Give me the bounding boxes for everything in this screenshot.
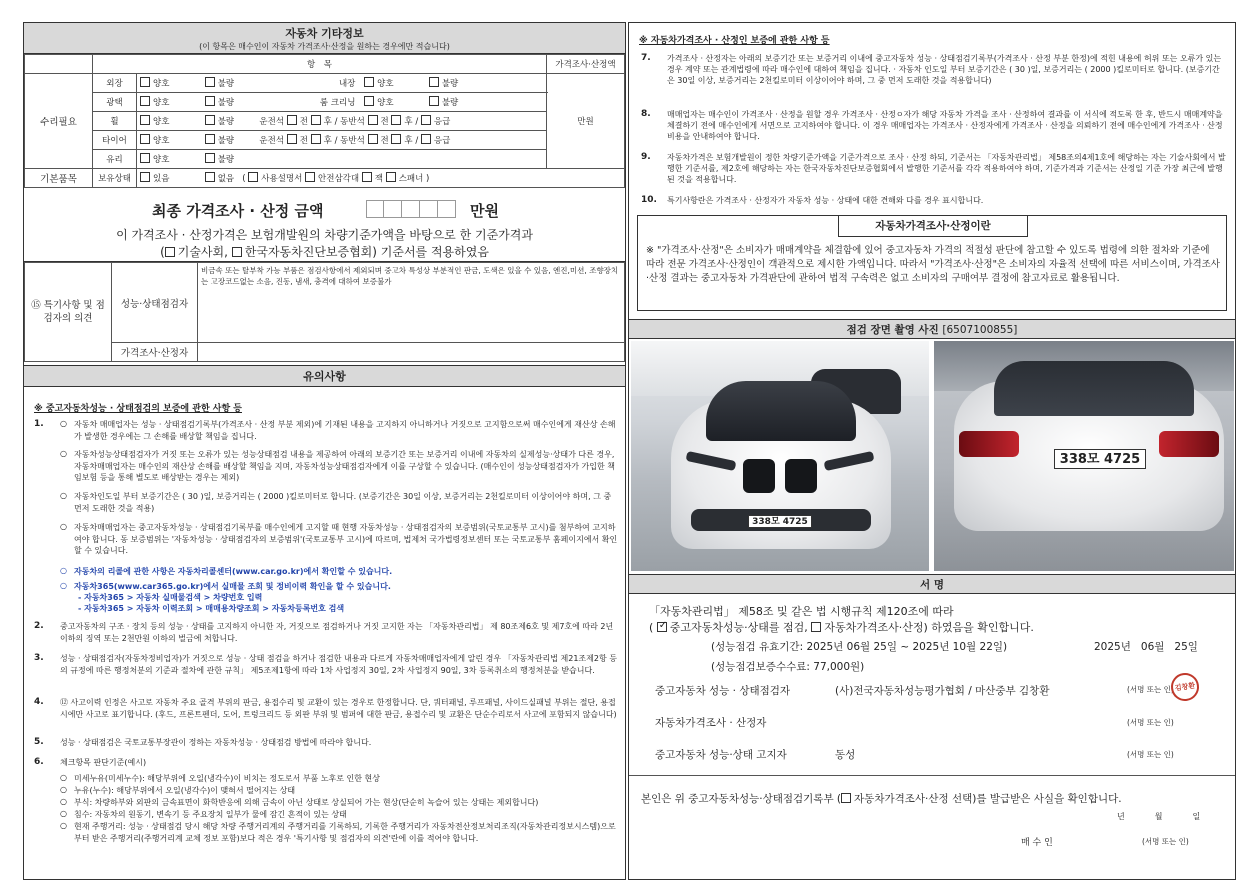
tire-bad-checkbox[interactable]	[205, 134, 215, 144]
inspector-row-label: 중고자동차 성능 · 상태점검자	[655, 685, 791, 697]
appraisal-checkbox[interactable]	[811, 622, 821, 632]
exterior-label: 외장	[93, 74, 137, 93]
check-line: ( ✓중고자동차성능·상태를 점검, 자동차가격조사·산정) 하였음을 확인합니다.	[649, 619, 1034, 635]
right-page: ※ 자동차가격조사 · 산정인 보증에 관한 사항 등 7. 가격조사 · 산정자는 아래의 보증기간 또는 보증거리 이내에 중고자동차 성능 · 상태점검기록부(가격조사 · 산정 부분 한정)에 적힌 내용에 허위 또는 오류가 있는 경우 계약 또는 관계법령에 따라 매수인에 대하여 책임을 집니다. · 자동차 인도일 부터 보증기간은 ( 30 )일, 보증거리는 ( 2000 )킬로미터로 합니다. (보증기간은 30일 이상, 보증거리는 2천킬로미터 이상이어야 하며, 그 중 먼저 도래한 것을 적용합니다) 8. 매매업자는 매수인이 가격조사 · 산정을 원할 경우 가격조사 · 산정ㅇ자가 해당 자동차 가격을 조사 · 산정하여 결과를 이 서식에 적도록 한 후, 반드시 매매계약을 체결하기 전에 매수인에게 서면으로 고지하여야 합니다. 이 경우 매매업자는 가격조사 · 산정자에게 가격조사 · 산정을 의뢰하기 전에 매수인에게 가격조사 · 산정 비용을 안내하여야 합니다. 9. 자동차가격은 보험개발원이 정한 차량기준가액을 기준가격으로 조사 · 산정 하되, 기준서는 「자동차관리법」 제58조의4제1호에 해당하는 자는 기술사회에서 발행한 기준서를, 제2호에 해당하는 자는 한국자동차진단보증협회에서 발행한 기준서를 각각 적용하여야 하며, 기준가격과 기준서는 산정일 기준 가장 최근에 발행된 것을 적용합니다. 10. 특기사항란은 가격조사 · 산정자가 자동차 성능 · 상태에 대한 견해와 다를 경우 표시합니다. 자동차가격조사·산정이란 ※ "가격조사·산정"은 소비자가 매매계약을 체결함에 있어 중고자동차 가격의 적절성 판단에 참고할 수 있도록 법령에 의한 절차와 기준에 따라 전문 가격조사·산정인이 객관적으로 제시한 가액입니다. 따라서 "가격조사·산정"은 소비자의 자율적 선택에 따른 서비스이며, 가격조사·산정 결과는 중고자동차 가격판단에 관하여 법적 구속력은 없고 소비자의 구매여부 결정에 참고자료로 활용됩니다. 점검 장면 촬영 사진 [6507100855] 338모 4725 338모 4725 서 명 「자동차관리법」 제58조 및 같은 법 시행규칙 제120조에 따라 ( ✓중고자동차성능·상태를 점검, 자동차가격조사·산정) 하였음을 확인합니다. (성능점검 유효기간: 2025년 06월 25일 ~ 2025년 10월 22일) 2025년 06월 25일 (성능점검보증수수료: 77,000원) 중고자동차 성능 · 상태점검자 (사)전국자동차성능평가협회 / 마산중부 김창환 (서명 또는 인) 김창환 자동차가격조사 · 산정자 (서명 또는 인) 중고자동차 성능·상태 고지자 동성 (서명 또는 인) 본인은 위 중고자동차성능·상태점검기록부 ( 자동차가격조사·산정 선택)를 발급받은 사실을 확인합니다. 년 월 일 매 수 인 (서명 또는 인)	[628, 22, 1236, 880]
tech-society-checkbox[interactable]	[165, 247, 175, 257]
note-6c: 부식: 차량하부와 외판의 금속표면이 화학반응에 의해 금속이 아닌 상태로 상실되어 가는 현상(단순히 녹슬어 있는 상태는 제외합니다)	[74, 798, 539, 807]
note-6d: 침수: 자동차의 원동기, 변속기 등 주요장치 일부가 물에 잠긴 흔적이 있는 상태	[74, 810, 347, 819]
tire-label: 타이어	[93, 131, 137, 150]
inspector-sign[interactable]: (서명 또는 인)	[1127, 685, 1174, 694]
interior-good-checkbox[interactable]	[364, 77, 374, 87]
possession-label: 보유상태	[93, 169, 137, 188]
other-info-table	[24, 54, 625, 188]
exterior-row: 양호 불량 내장 양호 불량	[137, 74, 547, 93]
receipt-line: 본인은 위 중고자동차성능·상태점검기록부 ( 자동차가격조사·산정 선택)를 발급받은 사실을 확인합니다.	[641, 793, 1122, 805]
repair-label: 수리필요	[25, 74, 93, 169]
valid-period: (성능점검 유효기간: 2025년 06월 25일 ~ 2025년 10월 22일)	[711, 641, 1008, 653]
note-1g: - 자동차365 > 자동차 실매물검색 > 차량번호 입력	[78, 593, 263, 602]
buyer-label: 매 수 인	[1021, 838, 1053, 848]
basic-label: 기본품목	[25, 169, 93, 188]
gloss-row: 양호 불량 룸 크리닝 양호 불량	[137, 93, 547, 112]
final-amount-label: 최종 가격조사 · 산정 금액	[152, 202, 324, 220]
appraiser-sign[interactable]: (서명 또는 인)	[1127, 718, 1174, 727]
buyer-sign[interactable]: (서명 또는 인)	[1142, 837, 1189, 846]
interior-bad-checkbox[interactable]	[429, 77, 439, 87]
note-6: 체크항목 판단기준(예시)	[60, 758, 147, 767]
item-header: 항 목	[93, 55, 547, 74]
inspector-name: (사)전국자동차성능평가협회 / 마산중부 김창환	[835, 685, 1050, 697]
wheel-good-checkbox[interactable]	[140, 115, 150, 125]
kada-checkbox[interactable]	[232, 247, 242, 257]
other-info-subtitle: (이 항목은 매수인이 자동차 가격조사·산정을 원하는 경우에만 적습니다)	[199, 42, 450, 51]
receipt-date: 년 월 일	[1117, 812, 1201, 821]
appraiser-row-label: 자동차가격조사 · 산정자	[655, 717, 767, 729]
law-line: 「자동차관리법」 제58조 및 같은 법 시행규칙 제120조에 따라	[649, 605, 954, 618]
basic-row: 있음 없음 ( 사용설명서 안전삼각대 잭 스패너 )	[137, 169, 625, 188]
note-7: 가격조사 · 산정자는 아래의 보증기간 또는 보증거리 이내에 중고자동차 성능 · 상태점검기록부(가격조사 · 산정 부분 한정)에 적힌 내용에 허위 또는 오류가 있는 경우 계약 또는 관계법령에 따라 매수인에 대하여 책임을 집니다. · 자동차 인도일 부터 보증기간은 ( 30 )일, 보증거리는 ( 2000 )킬로미터로 합니다. (보증기간은 30일 이상, 보증거리는 2천킬로미터 이상이어야 하며, 그 중 먼저 도래한 것을 적용합니다)	[667, 54, 1222, 85]
basis-line-2: ( 기술사회, 한국자동차진단보증협회) 기준서를 적용하였음	[160, 245, 489, 259]
glass-good-checkbox[interactable]	[140, 153, 150, 163]
note-1b: 자동차성능상태점검자가 거짓 또는 오류가 있는 성능상태점검 내용을 제공하여 아래의 보증기간 또는 보증거리 이내에 자동차의 실제성능·상태가 다른 경우, 자동차매매업자는 매수인의 재산상 손해를 배상할 책임을 지며, 자동차성능상태점검자에게 이를 구상할 수 있습니다. (매수인이 성능상태점검자가 가입한 책임보험 등을 통해 별도로 배상받는 경우는 제외)	[74, 450, 615, 482]
note-1e: 자동차의 리콜에 관한 사항은 자동차리콜센터(www.car.go.kr)에서 확인할 수 있습니다.	[74, 567, 393, 576]
note-1a: 자동차 매매업자는 성능 · 상태점검기록부(가격조사 · 산정 부분 제외)에 기재된 내용을 고지하지 아니하거나 거짓으로 고지함으로써 매수인에게 재산상 손해가 발생한 경우에는 그 손해를 배상할 책임을 집니다.	[74, 420, 616, 441]
note-8: 매매업자는 매수인이 가격조사 · 산정을 원할 경우 가격조사 · 산정ㅇ자가 해당 자동차 가격을 조사 · 산정하여 결과를 이 서식에 적도록 한 후, 반드시 매매계약을 체결하기 전에 매수인에게 서면으로 고지하여야 합니다. 이 경우 매매업자는 가격조사 · 산정자에게 가격조사 · 산정을 의뢰하기 전에 매수인에게 가격조사 · 산정 비용을 안내하여야 합니다.	[667, 110, 1223, 141]
what-text: ※ "가격조사·산정"은 소비자가 매매계약을 체결함에 있어 중고자동차 가격의 적절성 판단에 참고할 수 있도록 법령에 의한 절차와 기준에 따라 전문 가격조사·산정인이 객관적으로 제시한 가액입니다. 따라서 "가격조사·산정"은 소비자의 자율적 선택에 따른 서비스이며, 가격조사·산정 결과는 중고자동차 가격판단에 관하여 법적 구속력은 없고 소비자의 구매여부 결정에 참고자료로 활용됩니다.	[646, 245, 1220, 284]
rear-photo	[934, 341, 1234, 571]
issue-date: 2025년 06월 25일	[1094, 641, 1198, 653]
what-title: 자동차가격조사·산정이란	[838, 215, 1028, 237]
price-warranty-title: ※ 자동차가격조사 · 산정인 보증에 관한 사항 등	[639, 36, 830, 46]
note-6a: 미세누유(미세누수): 해당부위에 오일(냉각수)이 비치는 정도로서 부품 노후로 인한 현상	[74, 774, 381, 783]
room-bad-checkbox[interactable]	[429, 96, 439, 106]
other-info-header	[24, 23, 625, 54]
note-5: 성능 · 상태점검은 국토교통부장관이 정하는 자동차성능 · 상태점검 방법에 따라야 합니다.	[60, 738, 372, 747]
tire-good-checkbox[interactable]	[140, 134, 150, 144]
sign-section	[629, 595, 1235, 880]
basis-line-1: 이 가격조사 · 산정가격은 보험개발원의 차량기준가액을 바탕으로 한 기준가격과	[116, 228, 533, 242]
caution-header: 유의사항	[24, 365, 625, 387]
note-6b: 누유(누수): 해당부위에서 오일(냉각수)이 맺혀서 떨어지는 상태	[74, 786, 296, 795]
price-header: 가격조사·산정액	[547, 55, 625, 74]
note-1d: 자동차매매업자는 중고자동차성능 · 상태점검기록부를 매수인에게 고지할 때 현행 자동차성능 · 상태점검자의 보증범위(국토교통부 고시)를 첨부하여 고지하여야 합니다. 동 보증범위는 '자동차성능 · 상태점검자의 보증범위'(국토교통부 고시)에 따르며, 법제처 국가법령정보센터 또는 국토교통부 홈페이지에서 확인할 수 있습니다.	[74, 523, 618, 555]
final-amount-unit: 만원	[470, 202, 499, 220]
none-checkbox[interactable]	[205, 172, 215, 182]
inspector-seal: 김창환	[1169, 671, 1201, 703]
photo-header: 점검 장면 촬영 사진 [6507100855]	[629, 319, 1235, 339]
other-info-title: 자동차 기타정보	[285, 27, 364, 40]
inspector-label: 성능·상태점검자	[112, 263, 198, 343]
final-amount-section	[24, 188, 625, 262]
special-label: ⑮ 특기사항 및 점검자의 의견	[25, 263, 112, 362]
front-plate: 338모 4725	[748, 515, 812, 528]
note-1h: - 자동차365 > 자동차 이력조회 > 매매용차량조회 > 자동차등록번호 검색	[78, 604, 345, 613]
final-amount-boxes[interactable]	[366, 200, 456, 218]
notifier-row-label: 중고자동차 성능·상태 고지자	[655, 749, 787, 761]
special-text: 비금속 또는 탈부착 가능 부품은 점검사항에서 제외되며 중고차 특성상 부분적인 판금, 도색은 있을 수 있음, 엔진,미션, 조향장치는 고장코드없는 소음, 진동, 냄새, 충격에 대하여 보증불가	[198, 263, 625, 343]
gloss-good-checkbox[interactable]	[140, 96, 150, 106]
gloss-label: 광택	[93, 93, 137, 112]
note-1f: 자동차365(www.car365.go.kr)에서 실매물 조회 및 정비이력 확인을 할 수 있습니다.	[74, 582, 391, 591]
note-4: ⑫ 사고이력 인정은 사고로 자동차 주요 골격 부위의 판금, 용접수리 및 교환이 있는 경우로 한정합니다. 단, 쿼터패널, 루프패널, 사이드실패널 부위는 절단, 용접 시에만 사고로 표기합니다. (후드, 프론트펜더, 도어, 트렁크리드 등 외판 부위 및 범퍼에 대한 판금, 용접수리 및 교환은 단순수리로서 사고에 포함되지 않습니다)	[60, 698, 617, 719]
wheel-row: 양호 불량 운전석 전 후 / 동반석 전 후 / 응급	[137, 112, 547, 131]
special-notes-table	[24, 262, 625, 362]
note-6e: 현재 주행거리: 성능 · 상태점검 당시 해당 차량 주행거리계의 주행거리를 기록하되, 기록한 주행거리가 자동차전산정보처리조직(자동차관리정보시스템)으로부터 받은 주행거리(주행거리계 교체 정보 포함)보다 적은 경우 '특기사항 및 점검자의 의견'란에 이를 적어야 합니다.	[74, 822, 616, 843]
note-3: 성능 · 상태점검자(자동차정비업자)가 거짓으로 성능 · 상태 점검을 하거나 점검한 내용과 다르게 자동차매매업자에게 알린 경우 「자동차관리법 제21조제2항 등의 규정에 따른 행정처분의 기준과 절차에 관한 규칙」 제5조제1항에 따라 1차 사업정지 30일, 2차 사업정지 90일, 3차 등록취소의 행정처분을 받습니다.	[60, 654, 617, 675]
fee: (성능점검보증수수료: 77,000원)	[711, 661, 865, 673]
have-checkbox[interactable]	[140, 172, 150, 182]
note-9: 자동차가격은 보험개발원이 정한 차량기준가액을 기준가격으로 조사 · 산정 하되, 기준서는 「자동차관리법」 제58조의4제1호에 해당하는 자는 기술사회에서 발행한 기준서를, 제2호에 해당하는 자는 한국자동차진단보증협회에서 발행한 기준서를 각각 적용하여야 하며, 기준가격과 기준서는 산정일 기준 가장 최근에 발행된 것을 적용합니다.	[667, 153, 1226, 184]
exterior-good-checkbox[interactable]	[140, 77, 150, 87]
glass-bad-checkbox[interactable]	[205, 153, 215, 163]
wheel-bad-checkbox[interactable]	[205, 115, 215, 125]
glass-label: 유리	[93, 150, 137, 169]
tire-row: 양호 불량 운전석 전 후 / 동반석 전 후 / 응급	[137, 131, 547, 150]
room-good-checkbox[interactable]	[364, 96, 374, 106]
wheel-label: 휠	[93, 112, 137, 131]
note-2: 중고자동차의 구조 · 장치 등의 성능 · 상태를 고지하지 아니한 자, 거짓으로 점검하거나 거짓 고지한 자는 「자동차관리법」 제 80조제6호 및 제7호에 따라 2년 이하의 징역 또는 2천만원 이하의 벌금에 처합니다.	[60, 622, 614, 643]
gloss-bad-checkbox[interactable]	[205, 96, 215, 106]
note-1c: 자동차인도일 부터 보증기간은 ( 30 )일, 보증거리는 ( 2000 )킬로미터로 합니다. (보증기간은 30일 이상, 보증거리는 2천킬로미터 이상이어야 하며, 그 중 먼저 도래한 것을 적용)	[74, 492, 612, 513]
glass-row: 양호 불량	[137, 150, 547, 169]
front-photo	[631, 341, 929, 571]
perf-check-checkbox[interactable]	[657, 622, 667, 632]
warranty-title: ※ 중고자동차성능 · 상태점검의 보증에 관한 사항 등	[34, 404, 242, 414]
appraiser-label: 가격조사·산정자	[112, 343, 198, 362]
repair-unit: 만원	[547, 74, 625, 169]
receipt-checkbox[interactable]	[841, 793, 851, 803]
what-is-appraisal-box	[637, 215, 1227, 311]
left-page: 자동차 기타정보 (이 항목은 매수인이 자동차 가격조사·산정을 원하는 경우에만 적습니다) 항 목 가격조사·산정액 수리필요 외장 양호 불량 내장 양호 불량 만원 광택 양호 불량 룸 크리닝 양호 불량 휠 양호 불량 운전석 전 후 / 동반석 전 후 / 응급 타이어 양호 불량 운전석 전 후 / 동반석 전 후 / 응급 유리 양호 불량 기본품목 보유상태 있음 없음 ( 사용설명서 안전삼각대 잭 스패너 ) 최종 가격조사 · 산정 금액 만원 이 가격조사 · 산정가격은 보험개발원의 차량기준가액을 바탕으로 한 기준가격과 ( 기술사회, 한국자동차진단보증협회) 기준서를 적용하였음 ⑮ 특기사항 및 점검자의 의견 성능·상태점검자 비금속 또는 탈부착 가능 부품은 점검사항에서 제외되며 중고차 특성상 부분적인 판금, 도색은 있을 수 있음, 엔진,미션, 조향장치는 고장코드없는 소음, 진동, 냄새, 충격에 대하여 보증불가 가격조사·산정자 유의사항 ※ 중고자동차성능 · 상태점검의 보증에 관한 사항 등 1. ○ 자동차 매매업자는 성능 · 상태점검기록부(가격조사 · 산정 부분 제외)에 기재된 내용을 고지하지 아니하거나 거짓으로 고지함으로써 매수인에게 재산상 손해가 발생한 경우에는 그 손해를 배상할 책임을 집니다. ○ 자동차성능상태점검자가 거짓 또는 오류가 있는 성능상태점검 내용을 제공하여 아래의 보증기간 또는 보증거리 이내에 자동차의 실제성능·상태가 다른 경우, 자동차매매업자는 매수인의 재산상 손해를 배상할 책임을 지며, 자동차성능상태점검자에게 이를 구상할 수 있습니다. (매수인이 성능상태점검자가 가입한 책임보험 등을 통해 별도로 배상받는 경우는 제외) ○ 자동차인도일 부터 보증기간은 ( 30 )일, 보증거리는 ( 2000 )킬로미터로 합니다. (보증기간은 30일 이상, 보증거리는 2천킬로미터 이상이어야 하며, 그 중 먼저 도래한 것을 적용) ○ 자동차매매업자는 중고자동차성능 · 상태점검기록부를 매수인에게 고지할 때 현행 자동차성능 · 상태점검자의 보증범위(국토교통부 고시)를 첨부하여 고지하여야 합니다. 동 보증범위는 '자동차성능 · 상태점검자의 보증범위'(국토교통부 고시)에 따르며, 법제처 국가법령정보센터 또는 국토교통부 홈페이지에서 확인할 수 있습니다. ○ 자동차의 리콜에 관한 사항은 자동차리콜센터(www.car.go.kr)에서 확인할 수 있습니다. ○ 자동차365(www.car365.go.kr)에서 실매물 조회 및 정비이력 확인을 할 수 있습니다. - 자동차365 > 자동차 실매물검색 > 차량번호 입력 - 자동차365 > 자동차 이력조회 > 매매용차량조회 > 자동차등록번호 검색 2. 중고자동차의 구조 · 장치 등의 성능 · 상태를 고지하지 아니한 자, 거짓으로 점검하거나 거짓 고지한 자는 「자동차관리법」 제 80조제6호 및 제7호에 따라 2년 이하의 징역 또는 2천만원 이하의 벌금에 처합니다. 3. 성능 · 상태점검자(자동차정비업자)가 거짓으로 성능 · 상태 점검을 하거나 점검한 내용과 다르게 자동차매매업자에게 알린 경우 「자동차관리법 제21조제2항 등의 규정에 따른 행정처분의 기준과 절차에 관한 규칙」 제5조제1항에 따라 1차 사업정지 30일, 2차 사업정지 90일, 3차 등록취소의 행정처분을 받습니다. 4. ⑫ 사고이력 인정은 사고로 자동차 주요 골격 부위의 판금, 용접수리 및 교환이 있는 경우로 한정합니다. 단, 쿼터패널, 루프패널, 사이드실패널 부위는 절단, 용접 시에만 사고로 표기합니다. (후드, 프론트펜더, 도어, 트렁크리드 등 외판 부위 및 범퍼에 대한 판금, 용접수리 및 교환은 단순수리로서 사고에 포함되지 않습니다) 5. 성능 · 상태점검은 국토교통부장관이 정하는 자동차성능 · 상태점검 방법에 따라야 합니다. 6. 체크항목 판단기준(예시) ○ 미세누유(미세누수): 해당부위에 오일(냉각수)이 비치는 정도로서 부품 노후로 인한 현상 ○ 누유(누수): 해당부위에서 오일(냉각수)이 맺혀서 떨어지는 상태 ○ 부식: 차량하부와 외판의 금속표면이 화학반응에 의해 금속이 아닌 상태로 상실되어 가는 현상(단순히 녹슬어 있는 상태는 제외합니다) ○ 침수: 자동차의 원동기, 변속기 등 주요장치 일부가 물에 잠긴 흔적이 있는 상태 ○ 현재 주행거리: 성능 · 상태점검 당시 해당 차량 주행거리계의 주행거리를 기록하되, 기록한 주행거리가 자동차전산정보처리조직(자동차관리정보시스템)으로부터 받은 주행거리(주행거리계 교체 정보 포함)보다 적은 경우 '특기사항 및 점검자의 의견'란에 이를 적어야 합니다.	[23, 22, 626, 880]
note-10: 특기사항란은 가격조사 · 산정자가 자동차 성능 · 상태에 대한 견해와 다를 경우 표시합니다.	[667, 196, 984, 205]
notifier-name: 동성	[835, 749, 856, 761]
rear-plate: 338모 4725	[1054, 449, 1146, 469]
exterior-bad-checkbox[interactable]	[205, 77, 215, 87]
sign-header: 서 명	[629, 574, 1235, 594]
notifier-sign[interactable]: (서명 또는 인)	[1127, 750, 1174, 759]
